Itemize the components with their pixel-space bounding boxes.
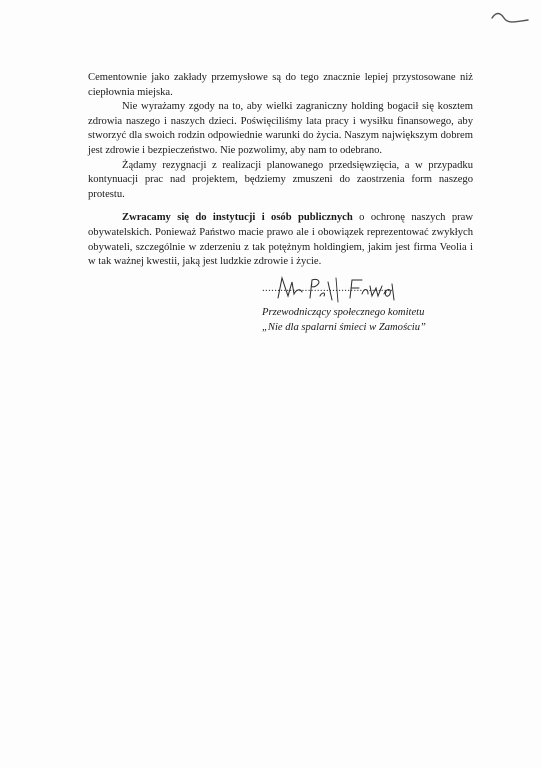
letter-body [88, 71, 473, 270]
signatory-role: Przewodniczący społecznego komitetu [262, 307, 425, 318]
committee-name: „Nie dla spalarni śmieci w Zamościu” [262, 321, 426, 333]
paragraph-4 [88, 211, 473, 269]
paragraph-1: Cementownie jako zakłady przemysłowe są do tego znacznie lepiej przystosowane niż ciepłownia miejska. [88, 72, 473, 98]
handwritten-signature [272, 272, 402, 308]
paragraph-4-bold: Zwracamy się do instytucji i osób publicznych [122, 212, 353, 224]
corner-pen-mark [488, 6, 532, 28]
signature-dots: ........................................... [262, 283, 394, 294]
paragraph-2: Nie wyrażamy zgody na to, aby wielki zagraniczny holding bogacił się kosztem zdrowia naszego i naszych dzieci. Poświęciliśmy lata pracy i wysiłku finansowego, aby stworzyć dla swoich rodzin odpowiednie warunki do życia. Naszym największym dobrem jest zdrowie i bezpieczeństwo. Nie pozwolimy, aby nam to odebrano. [88, 101, 473, 156]
paragraph-3: Żądamy rezygnacji z realizacji planowanego przedsięwzięcia, a w przypadku kontynuacji prac nad projektem, będziemy zmuszeni do zaostrzenia form naszego protestu. [88, 159, 473, 200]
signature-caption [262, 306, 502, 335]
paragraph-4-rest: o ochronę naszych praw obywatelskich. Ponieważ Państwo macie prawo ale i obowiązek reprezentować zwykłych obywateli, szczególnie w zderzeniu z tak potężnym holdingiem, jakim jest firma Veolia i w tak ważnej kwestii, jaką jest ludzkie zdrowie i życie. [88, 212, 474, 268]
